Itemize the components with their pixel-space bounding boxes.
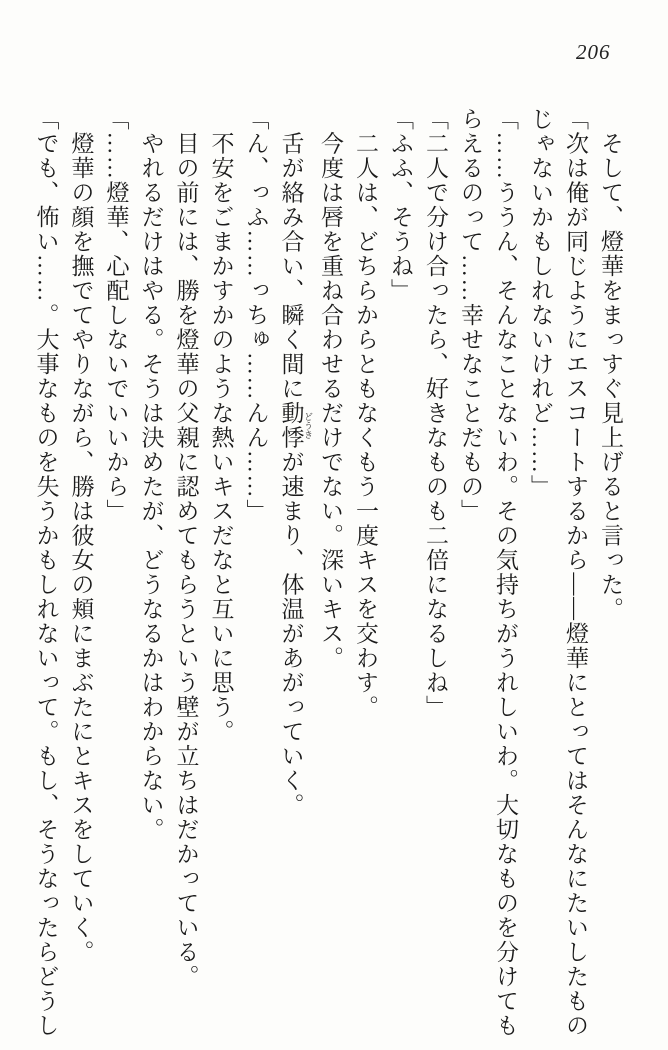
text-line: 「でも、怖い……。大事なものを失うかもしれないって。もし、そうなったらどうし	[33, 107, 59, 1038]
text-line: 「……燈華、心配しないでいいから」	[103, 107, 129, 524]
text-line: 「ん、っふ……っちゅ……んん……」	[243, 107, 269, 524]
text-line: 「……ううん、そんなことないわ。その気持ちがうれしいわ。大切なものを分けても	[493, 107, 518, 1038]
text-line: 舌が絡み合い、瞬く間に動悸 どうきが速まり、体温があがっていく。	[278, 107, 313, 818]
text-block	[30, 107, 628, 1047]
text-line: 不安をごまかすかのような熱いキスだなと互いに思う。	[208, 107, 234, 744]
text-line: らえるのって……幸せなことだもの」	[458, 107, 483, 524]
text-line: やれるだけはやる。そうは決めたが、どうなるかはわからない。	[138, 107, 164, 842]
text-line: 今度は唇を重ね合わせるだけでない。深いキス。	[318, 107, 343, 671]
text-line: 目の前には、勝を燈華の父親に認めてもらうという壁が立ちはだかっている。	[173, 107, 199, 989]
furigana-reading: どうき	[303, 401, 313, 450]
text-line: 「ふふ、そうね」	[388, 107, 413, 303]
text-line: 燈華の顔を撫でてやりながら、勝は彼女の頬にまぶたにとキスをしていく。	[68, 107, 94, 965]
text-line: じゃないかもしれないけれど……」	[528, 107, 553, 499]
furigana-annotated-word: 動悸 どうき	[278, 401, 313, 450]
text-line: そして、燈華をまっすぐ見上げると言った。	[598, 107, 623, 622]
text-line: 「二人で分け合ったら、好きなものも二倍になるしね」	[423, 107, 448, 720]
page-number: 206	[576, 40, 611, 64]
text-line: 「次は俺が同じようにエスコートするから――燈華にとってはそんなにたいしたもの	[563, 107, 588, 1038]
text-line: 二人は、どちらからともなくもう一度キスを交わす。	[353, 107, 378, 720]
